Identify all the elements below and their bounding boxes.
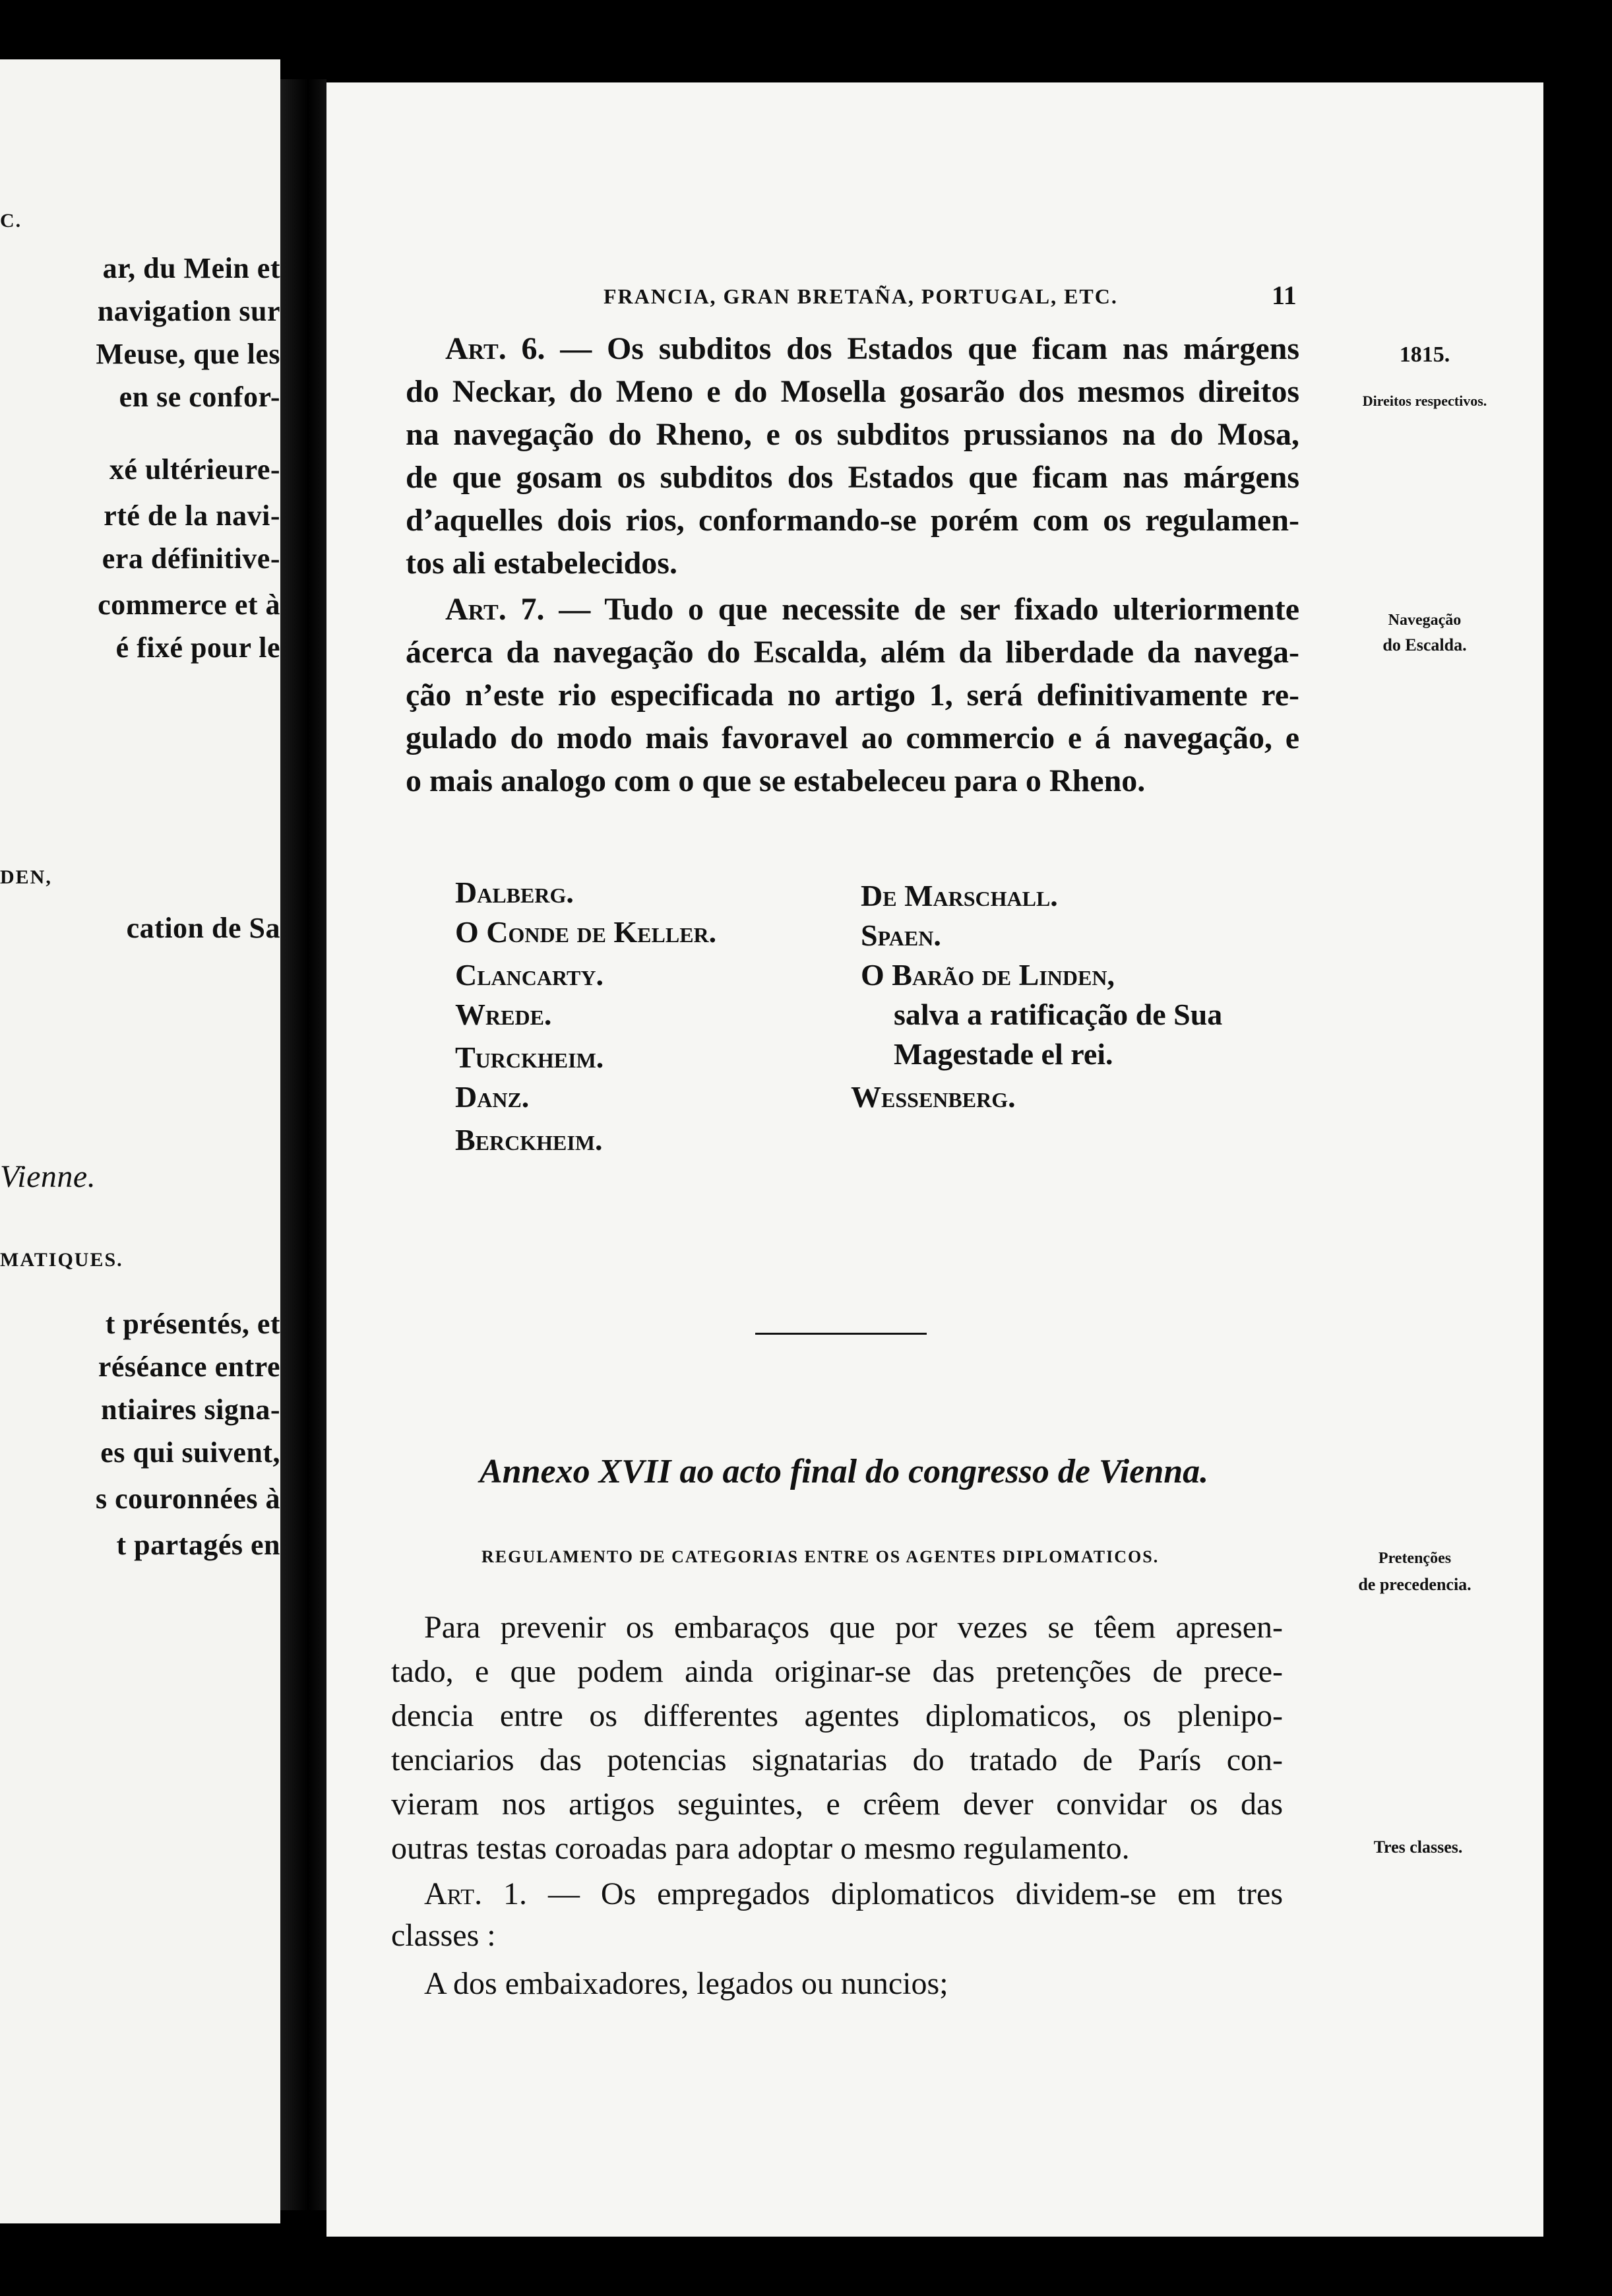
annex-para-line: dencia entre os differentes agentes diplomaticos, os plenipo-: [391, 1698, 1283, 1733]
signature: Spaen.: [861, 918, 941, 952]
art7-line-3: ção n’este rio especificada no artigo 1, será definitivamente re-: [406, 678, 1299, 713]
section-divider: [755, 1333, 927, 1335]
left-page-line: DEN,: [0, 866, 52, 888]
left-page-line: réséance entre: [98, 1351, 280, 1383]
left-page-line: es qui suivent,: [100, 1436, 280, 1469]
left-page-line: cation de Sa: [126, 912, 280, 944]
signature: Turckheim.: [455, 1040, 604, 1074]
art7-label: Art. 7.: [445, 592, 545, 627]
left-page-line: navigation sur: [97, 295, 280, 327]
annex-art1-label: Art. 1.: [424, 1876, 528, 1911]
signature: O Barão de Linden,: [861, 958, 1115, 992]
page-number: 11: [1272, 280, 1297, 310]
signature: Wrede.: [455, 998, 552, 1031]
art6-label: Art. 6.: [445, 331, 545, 366]
running-header: FRANCIA, GRAN BRETAÑA, PORTUGAL, ETC.: [604, 284, 1118, 308]
signature: Wessenberg.: [851, 1080, 1016, 1114]
margin-note-navegacao-1: Navegação: [1388, 612, 1462, 629]
left-page-line: MATIQUES.: [0, 1249, 123, 1271]
annex-art1-line-1: Art. 1. — Os empregados diplomaticos dividem-se em tres: [424, 1876, 1284, 1911]
art6-line-3: na navegação do Rheno, e os subditos prussianos na do Mosa,: [406, 417, 1299, 452]
left-page-line: C.: [0, 210, 22, 232]
annex-title: Annexo XVII ao acto final do congresso de Vienna.: [480, 1453, 1209, 1490]
book-gutter: [280, 79, 326, 2210]
left-page-line: é fixé pour le: [115, 631, 280, 664]
signature: Berckheim.: [455, 1123, 603, 1157]
art6-line-4: de que gosam os subditos dos Estados que ficam nas márgens: [406, 460, 1299, 495]
left-page-line: Vienne.: [0, 1159, 96, 1194]
annex-para-line: tado, e que podem ainda originar-se das pretenções de prece-: [391, 1654, 1283, 1689]
left-page-line: s couronnées à: [96, 1483, 280, 1515]
signature: Clancarty.: [455, 958, 604, 992]
margin-note-pretencoes-2: de precedencia.: [1358, 1575, 1472, 1594]
annex-art1-line-2: classes :: [391, 1918, 496, 1953]
signature: Dalberg.: [455, 876, 574, 909]
main-page: [326, 82, 1543, 2237]
left-page-line: commerce et à: [98, 589, 280, 621]
signature-note: Magestade el rei.: [894, 1037, 1113, 1071]
signature: De Marschall.: [861, 879, 1058, 912]
annex-subtitle: REGULAMENTO DE CATEGORIAS ENTRE OS AGENTES DIPLOMATICOS.: [481, 1547, 1160, 1566]
art6-line-6: tos ali estabelecidos.: [406, 546, 677, 581]
art7-line-1: Art. 7. — Tudo o que necessite de ser fixado ulteriormente: [445, 592, 1299, 627]
annex-para-line: Para prevenir os embaraços que por vezes se têem apresen-: [424, 1610, 1283, 1645]
annex-last-line: A dos embaixadores, legados ou nuncios;: [424, 1966, 948, 2001]
left-page-line: era définitive-: [102, 542, 280, 575]
art6-line-1: Art. 6. — Os subditos dos Estados que ficam nas márgens: [445, 331, 1300, 366]
left-page-line: t présentés, et: [105, 1308, 280, 1340]
margin-note-year: 1815.: [1399, 342, 1450, 367]
art7-line-5: o mais analogo com o que se estabeleceu para o Rheno.: [406, 763, 1146, 798]
left-page-line: t partagés en: [116, 1529, 280, 1561]
margin-note-navegacao-2: do Escalda.: [1382, 635, 1467, 654]
left-page-line: en se confor-: [119, 381, 280, 413]
annex-para-line: tenciarios das potencias signatarias do tratado de París con-: [391, 1742, 1283, 1777]
art6-line-5: d’aquelles dois rios, conformando-se porém com os regulamen-: [406, 503, 1299, 538]
left-facing-page: [0, 59, 280, 2223]
left-page-line: rté de la navi-: [104, 499, 280, 532]
signature: O Conde de Keller.: [455, 915, 717, 949]
left-page-line: ntiaires signa-: [101, 1393, 280, 1426]
annex-para-line: vieram nos artigos seguintes, e crêem dever convidar os das: [391, 1787, 1283, 1822]
left-page-line: xé ultérieure-: [109, 453, 280, 486]
art6-line-2: do Neckar, do Meno e do Mosella gosarão dos mesmos direitos: [406, 374, 1299, 409]
left-page-line: Meuse, que les: [96, 338, 280, 370]
art7-line-4: gulado do modo mais favoravel ao commercio e á navegação, e: [406, 720, 1299, 755]
margin-note-direitos: Direitos respectivos.: [1362, 393, 1487, 409]
margin-note-tres-classes: Tres classes.: [1373, 1837, 1463, 1857]
signature-note: salva a ratificação de Sua: [894, 998, 1223, 1031]
art7-line-2: ácerca da navegação do Escalda, além da liberdade da navega-: [406, 635, 1299, 670]
left-page-line: ar, du Mein et: [102, 252, 280, 284]
signature: Danz.: [455, 1080, 530, 1114]
annex-para-line: outras testas coroadas para adoptar o mesmo regulamento.: [391, 1831, 1130, 1866]
margin-note-pretencoes-1: Pretenções: [1378, 1550, 1452, 1567]
